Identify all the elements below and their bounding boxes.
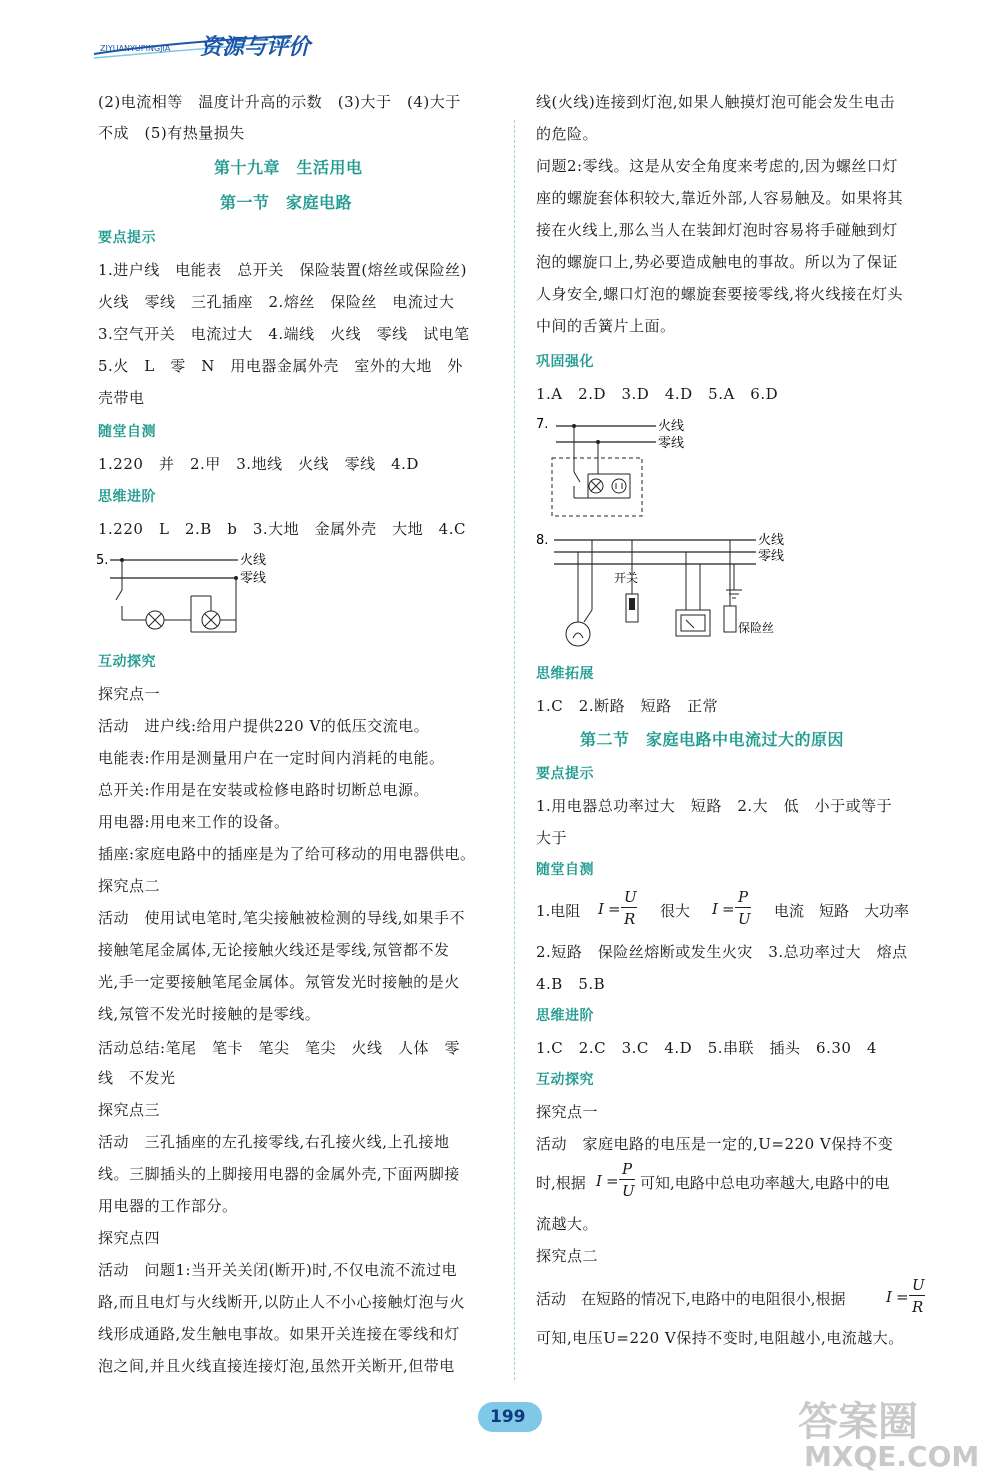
chapter-title: 第十九章 生活用电 (214, 158, 363, 177)
header-pinyin: ZIYUANYUPINGJIA (100, 44, 171, 53)
text-line: 的危险。 (536, 125, 599, 143)
formula-symbol: I (712, 900, 718, 918)
text-line: 光,手一定要接触笔尾金属体。氖管发光时接触的是火 (98, 973, 460, 991)
formula-line (536, 1276, 956, 1320)
watermark-logo: 答案圈 (798, 1399, 918, 1445)
fig8-number: 8. (536, 533, 549, 548)
text-line: 活动 进户线:给用户提供220 V的低压交流电。 (98, 717, 430, 735)
switch-icon (574, 472, 580, 482)
formula-symbol: R (912, 1298, 924, 1316)
fraction-bar (621, 907, 637, 908)
text-fragment: 活动 在短路的情况下,电路中的电阻很小,根据 (536, 1290, 846, 1308)
heading-yaodian: 要点提示 (536, 766, 594, 782)
text-line: 活动 问题1:当开关关闭(断开)时,不仅电流不流过电 (98, 1261, 458, 1279)
fraction-bar (909, 1295, 925, 1296)
switch-icon (116, 590, 122, 600)
heading-suitang: 随堂自测 (98, 424, 156, 440)
page-number-badge (478, 1402, 542, 1432)
formula-symbol: = (722, 900, 735, 918)
fig7-number: 7. (536, 417, 549, 432)
fig8-fuse-label: 保险丝 (738, 621, 775, 635)
answer-line: 火线 零线 三孔插座 2.熔丝 保险丝 电流过大 (98, 293, 455, 311)
fig5-number: 5. (96, 553, 109, 568)
watermark-url: MXQE.COM (804, 1440, 980, 1473)
heading-hudong: 互动探究 (98, 654, 156, 670)
answer-line: 5.火 L 零 N 用电器金属外壳 室外的大地 外 (98, 357, 463, 375)
fuse-icon (724, 606, 736, 632)
formula-symbol: I (886, 1288, 892, 1306)
answer-line: 壳带电 (98, 389, 145, 407)
text-line: 人身安全,螺口灯泡的螺旋套要接零线,将火线接在灯头 (536, 285, 904, 303)
answer-text: 1.电阻 (536, 902, 581, 920)
fig8-neutral-label: 零线 (758, 549, 785, 564)
answer-line: 1.C 2.断路 短路 正常 (536, 697, 719, 715)
text-line: 座的螺旋套体积较大,靠近外部,人容易触及。如果将其 (536, 189, 904, 207)
text-line: 接在火线上,那么当人在装卸灯泡时容易将手碰触到灯 (536, 221, 898, 239)
answer-line: 不成 (5)有热量损失 (98, 124, 245, 142)
watermark (790, 1390, 990, 1480)
text-line: 接触笔尾金属体,无论接触火线还是零线,氖管都不发 (98, 941, 450, 959)
header-brand: 资源与评价 (200, 35, 311, 60)
answer-line: 4.B 5.B (536, 975, 606, 993)
fig5-neutral-label: 零线 (240, 571, 267, 586)
section-title: 第一节 家庭电路 (220, 193, 353, 212)
answer-line: 1.进户线 电能表 总开关 保险装置(熔丝或保险丝) (98, 261, 468, 279)
answer-line: 1.用电器总功率过大 短路 2.大 低 小于或等于 (536, 797, 893, 815)
heading-suitang: 随堂自测 (536, 862, 594, 878)
answer-text: 很大 (660, 902, 691, 920)
text-line: 泡之间,并且火线直接连接灯泡,虽然开关断开,但带电 (98, 1357, 455, 1375)
heading-yaodian: 要点提示 (98, 230, 156, 246)
answer-line: 1.220 并 2.甲 3.地线 火线 零线 4.D (98, 455, 419, 473)
text-line: 线,氖管不发光时接触的是零线。 (98, 1005, 321, 1023)
formula-symbol: I (596, 1172, 602, 1190)
text-line: 活动 使用试电笔时,笔尖接触被检测的导线,如果手不 (98, 909, 466, 927)
formula-symbol: U (622, 1182, 635, 1200)
text-line: 线 不发光 (98, 1069, 176, 1087)
text-line: 探究点二 (98, 877, 161, 895)
text-line: 线形成通路,发生触电事故。如果开关连接在零线和灯 (98, 1325, 460, 1343)
formula-symbol: R (624, 910, 636, 928)
answer-line: 1.220 L 2.B b 3.大地 金属外壳 大地 4.C (98, 520, 466, 538)
fig7-neutral-label: 零线 (658, 436, 685, 451)
formula-symbol: I (598, 900, 604, 918)
text-line: 活动 三孔插座的左孔接零线,右孔接火线,上孔接地 (98, 1133, 450, 1151)
text-line: 路,而且电灯与火线断开,以防止人不小心接触灯泡与火 (98, 1293, 466, 1311)
formula-symbol: U (624, 888, 637, 906)
text-line: 探究点一 (98, 685, 161, 703)
formula-line (536, 888, 956, 932)
answer-line: (2)电流相等 温度计升高的示数 (3)大于 (4)大于 (98, 93, 461, 111)
section-title: 第二节 家庭电路中电流过大的原因 (580, 730, 845, 749)
socket-icon (612, 479, 626, 493)
bulb-icon (566, 622, 590, 646)
text-line: 问题2:零线。这是从安全角度来考虑的,因为螺丝口灯 (536, 157, 898, 175)
text-line: 探究点一 (536, 1103, 599, 1121)
page-number: 199 (490, 1407, 526, 1427)
text-line: 总开关:作用是在安装或检修电路时切断总电源。 (98, 781, 430, 799)
circuit-diagram-8 (534, 530, 804, 656)
text-line: 插座:家庭电路中的插座是为了给可移动的用电器供电。 (98, 845, 476, 863)
answer-line: 大于 (536, 829, 568, 847)
text-line: 用电器的工作部分。 (98, 1197, 238, 1215)
formula-symbol: U (738, 910, 751, 928)
text-line: 活动总结:笔尾 笔卡 笔尖 笔尖 火线 人体 零 (98, 1039, 461, 1057)
fraction-bar (619, 1179, 635, 1180)
heading-tuozhan: 思维拓展 (536, 666, 594, 682)
text-line: 探究点二 (536, 1247, 599, 1265)
heading-gonggu: 巩固强化 (536, 354, 594, 370)
fig7-live-label: 火线 (658, 419, 685, 434)
heading-siwei: 思维进阶 (536, 1008, 594, 1024)
text-line: 探究点三 (98, 1101, 161, 1119)
answer-text: 电流 短路 大功率 (774, 902, 910, 920)
text-line: 可知,电压U=220 V保持不变时,电阻越小,电流越大。 (536, 1329, 904, 1347)
text-line: 泡的螺旋口上,势必要造成触电的事故。所以为了保证 (536, 253, 898, 271)
fraction-bar (735, 907, 751, 908)
text-line: 电能表:作用是测量用户在一定时间内消耗的电能。 (98, 749, 445, 767)
column-divider (514, 120, 515, 1380)
text-fragment: 可知,电路中总电功率越大,电路中的电 (640, 1174, 890, 1192)
answer-line: 1.C 2.C 3.C 4.D 5.串联 插头 6.30 4 (536, 1039, 877, 1057)
answer-line: 3.空气开关 电流过大 4.端线 火线 零线 试电笔 (98, 325, 470, 343)
circuit-diagram-7 (534, 414, 724, 522)
page-header (92, 28, 352, 64)
fig5-live-label: 火线 (240, 553, 267, 568)
text-line: 活动 家庭电路的电压是一定的,U=220 V保持不变 (536, 1135, 894, 1153)
text-line: 流越大。 (536, 1215, 599, 1233)
heading-hudong: 互动探究 (536, 1072, 594, 1088)
text-line: 线(火线)连接到灯泡,如果人触摸灯泡可能会发生电击 (536, 93, 895, 111)
text-line: 用电器:用电来工作的设备。 (98, 813, 290, 831)
answer-line: 2.短路 保险丝熔断或发生火灾 3.总功率过大 熔点 (536, 943, 908, 961)
text-line: 探究点四 (98, 1229, 161, 1247)
formula-symbol: U (912, 1276, 925, 1294)
circuit-diagram-5 (96, 548, 296, 638)
formula-symbol: = (606, 1172, 619, 1190)
formula-symbol: P (738, 888, 749, 906)
heading-siwei: 思维进阶 (98, 489, 156, 505)
fig8-live-label: 火线 (758, 533, 785, 548)
formula-symbol: = (896, 1288, 909, 1306)
formula-symbol: P (622, 1160, 633, 1178)
formula-line (536, 1160, 956, 1204)
text-line: 线。三脚插头的上脚接用电器的金属外壳,下面两脚接 (98, 1165, 460, 1183)
text-line: 中间的舌簧片上面。 (536, 317, 676, 335)
text-fragment: 时,根据 (536, 1174, 586, 1192)
formula-symbol: = (608, 900, 621, 918)
fig8-switch-label: 开关 (614, 571, 639, 585)
answer-line: 1.A 2.D 3.D 4.D 5.A 6.D (536, 385, 779, 403)
